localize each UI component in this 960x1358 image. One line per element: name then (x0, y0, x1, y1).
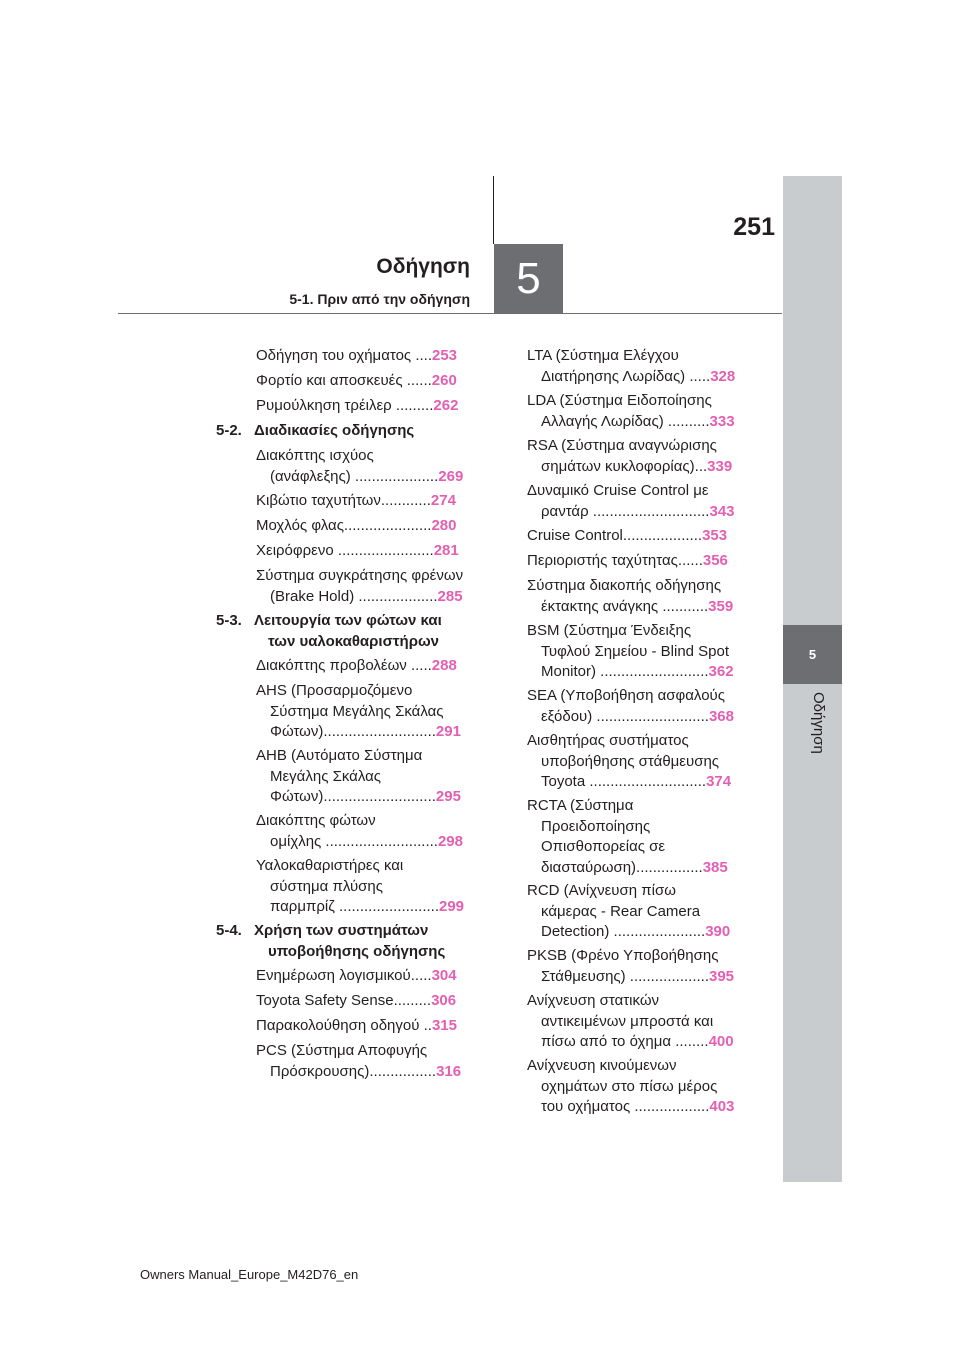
toc-section-heading (216, 921, 445, 962)
toc-entry-text: RSA (Σύστημα αναγνώρισης (527, 437, 717, 454)
toc-entry[interactable] (527, 526, 727, 547)
toc-page-link[interactable]: 281 (433, 542, 459, 559)
toc-entry[interactable] (527, 551, 728, 572)
toc-entry[interactable] (527, 946, 734, 987)
toc-entry[interactable] (256, 371, 457, 392)
toc-entry-text: Αλλαγής Λωρίδας) .......... (541, 412, 710, 430)
toc-entry-text: Toyota Safety Sense......... (256, 992, 432, 1009)
toc-entry-text: Τυφλού Σημείου - Blind Spot (541, 642, 730, 660)
toc-entry[interactable] (256, 566, 463, 607)
toc-entry-text: Στάθμευσης) ................... (541, 967, 709, 985)
toc-entry[interactable] (527, 391, 735, 432)
toc-entry[interactable] (256, 1016, 457, 1037)
toc-entry-text: κάμερας - Rear Camera (541, 902, 701, 920)
toc-page-link[interactable]: 343 (709, 502, 735, 520)
toc-page-link[interactable]: 295 (435, 788, 461, 805)
toc-entry[interactable] (527, 346, 735, 387)
toc-entry[interactable] (527, 796, 728, 878)
chapter-number-box: 5 (494, 244, 563, 313)
toc-entry[interactable] (256, 541, 459, 562)
toc-entry-text: έκτακτης ανάγκης ........... (541, 597, 709, 615)
toc-entry-text: Οδήγηση του οχήματος .... (256, 347, 432, 364)
toc-page-link[interactable]: 395 (709, 967, 735, 985)
toc-entry-text: Χειρόφρενο ....................... (256, 542, 434, 559)
toc-entry-text: Φώτων)........................... (270, 788, 436, 805)
toc-entry[interactable] (256, 1041, 461, 1082)
toc-entry-text: ραντάρ ............................ (541, 502, 710, 520)
toc-entry-text: Cruise Control................... (527, 527, 703, 544)
toc-entry-text: Οπισθοπορείας σε (541, 838, 666, 855)
toc-page-link[interactable]: 359 (708, 597, 734, 615)
header-divider-vertical (493, 176, 494, 244)
section-title-text: Διαδικασίες οδήγησης (254, 422, 415, 439)
section-title-text: Λειτουργία των φώτων και (254, 612, 442, 629)
section-title: 5-1. Πριν από την οδήγηση (289, 291, 470, 307)
toc-page-link[interactable]: 362 (708, 663, 734, 680)
toc-entry-text: Περιοριστής ταχύτητας...... (527, 552, 703, 569)
toc-entry-text: (ανάφλεξης) .................... (270, 467, 439, 485)
toc-entry[interactable] (527, 1056, 734, 1118)
toc-entry[interactable] (527, 436, 732, 477)
toc-page-link[interactable]: 390 (705, 923, 731, 940)
section-number: 5-2. (216, 422, 242, 439)
toc-entry[interactable] (256, 396, 458, 417)
toc-entry-text: AHS (Προσαρμοζόμενο (256, 682, 413, 699)
toc-page-link[interactable]: 385 (702, 858, 728, 876)
toc-entry-text: Φώτων)........................... (270, 723, 436, 740)
toc-entry-text: υποβοήθησης στάθμευσης (541, 752, 720, 770)
side-tab-label: Οδήγηση (810, 692, 827, 754)
toc-entry-text: Πρόσκρουσης)................ (270, 1062, 437, 1080)
toc-page-link[interactable]: 298 (437, 832, 463, 850)
toc-entry[interactable] (256, 811, 463, 852)
toc-page-link[interactable]: 374 (706, 773, 732, 790)
toc-entry-text: Κιβώτιο ταχυτήτων............ (256, 492, 431, 509)
toc-entry[interactable] (256, 446, 463, 487)
toc-entry[interactable] (256, 491, 456, 512)
toc-entry-text: Ενημέρωση λογισμικού..... (256, 967, 432, 984)
page-number: 251 (733, 213, 775, 241)
toc-entry[interactable] (527, 621, 734, 683)
toc-entry-text: ομίχλης ........................... (270, 832, 438, 850)
toc-entry-text: Παρακολούθηση οδηγού .. (256, 1017, 432, 1034)
toc-section-heading (216, 611, 442, 652)
toc-page-link[interactable]: 288 (431, 657, 457, 674)
toc-entry-text: Ανίχνευση κινούμενων (527, 1057, 677, 1074)
footer-manual-id: Owners Manual_Europe_M42D76_en (140, 1267, 359, 1282)
toc-page-link[interactable]: 316 (436, 1062, 462, 1080)
toc-entry[interactable] (256, 991, 456, 1012)
toc-entry-text: του οχήματος .................. (541, 1098, 710, 1115)
section-title-text: των υαλοκαθαριστήρων (268, 632, 440, 650)
toc-entry-text: Αισθητήρας συστήματος (527, 732, 689, 749)
toc-page-link[interactable]: 262 (433, 397, 459, 414)
toc-page-link[interactable]: 285 (437, 587, 463, 605)
toc-entry[interactable] (527, 686, 734, 727)
toc-page-link[interactable]: 253 (432, 347, 458, 364)
toc-entry[interactable] (256, 966, 457, 987)
toc-page-link[interactable]: 333 (709, 412, 735, 430)
toc-entry-text: BSM (Σύστημα Ένδειξης (527, 622, 692, 639)
toc-entry-text: Διακόπτης προβολέων ..... (256, 657, 432, 674)
toc-page-link[interactable]: 280 (431, 517, 457, 534)
toc-page-link[interactable]: 299 (439, 898, 465, 915)
toc-entry-text: πίσω από το όχημα ........ (541, 1033, 709, 1050)
toc-entry-text: RCD (Ανίχνευση πίσω (527, 882, 676, 899)
toc-page-link[interactable]: 306 (431, 992, 457, 1009)
toc-entry-text: SEA (Υποβοήθηση ασφαλούς (527, 687, 725, 704)
section-title-text: Χρήση των συστημάτων (254, 922, 429, 939)
toc-entry[interactable] (527, 576, 733, 617)
toc-entry[interactable] (256, 516, 456, 537)
toc-page-link[interactable]: 353 (702, 527, 728, 544)
toc-page-link[interactable]: 315 (431, 1017, 457, 1034)
toc-page-link[interactable]: 400 (708, 1033, 734, 1050)
toc-entry[interactable] (256, 856, 464, 918)
toc-page-link[interactable]: 274 (430, 492, 456, 509)
toc-entry-text: AHB (Αυτόματο Σύστημα (256, 747, 423, 764)
toc-entry[interactable] (256, 656, 457, 677)
toc-entry-text: Ρυμούλκηση τρέιλερ ......... (256, 397, 434, 414)
section-number: 5-4. (216, 922, 242, 939)
toc-page-link[interactable]: 260 (431, 372, 457, 389)
toc-entry-text: Δυναμικό Cruise Control με (527, 482, 709, 499)
toc-entry-text: σύστημα πλύσης (270, 877, 383, 895)
toc-entry[interactable] (256, 746, 461, 808)
toc-page-link[interactable]: 356 (702, 552, 728, 569)
toc-entry-text: παρμπρίζ ........................ (270, 898, 439, 915)
side-tab-chapter-number[interactable]: 5 (783, 625, 842, 684)
toc-entry[interactable] (256, 346, 457, 367)
toc-entry[interactable] (527, 481, 735, 522)
toc-entry-text: Monitor) .......................... (541, 663, 709, 680)
toc-entry-text: Ανίχνευση στατικών (527, 992, 660, 1009)
toc-entry-text: αντικειμένων μπροστά και (541, 1012, 714, 1030)
toc-entry-text: Φορτίο και αποσκευές ...... (256, 372, 432, 389)
toc-page-link[interactable]: 269 (438, 467, 464, 485)
toc-entry-text: Σύστημα Μεγάλης Σκάλας (270, 702, 444, 720)
toc-entry-text: (Brake Hold) ................... (270, 587, 438, 605)
toc-entry-text: PKSB (Φρένο Υποβοήθησης (527, 947, 719, 964)
toc-page-link[interactable]: 339 (707, 457, 733, 475)
toc-entry-text: Σύστημα συγκράτησης φρένων (256, 567, 464, 584)
toc-entry-text: Μεγάλης Σκάλας (270, 767, 382, 785)
toc-entry-text: οχημάτων στο πίσω μέρος (541, 1077, 718, 1095)
toc-entry-text: Διακόπτης φώτων (256, 812, 376, 829)
header-rule (118, 313, 782, 314)
toc-page-link[interactable]: 403 (709, 1098, 735, 1115)
toc-entry-text: εξόδου) ........................... (541, 707, 709, 725)
toc-entry-text: Σύστημα διακοπής οδήγησης (527, 577, 722, 594)
toc-entry-text: Toyota ............................ (541, 773, 707, 790)
toc-page-link[interactable]: 328 (710, 367, 736, 385)
toc-entry-text: LTA (Σύστημα Ελέγχου (527, 347, 679, 364)
toc-entry-text: LDA (Σύστημα Ειδοποίησης (527, 392, 712, 409)
toc-entry[interactable] (256, 681, 461, 743)
toc-entry[interactable] (527, 991, 734, 1053)
toc-entry-text: Προειδοποίησης (541, 817, 651, 835)
toc-entry[interactable] (527, 731, 731, 793)
section-title-text: υποβοήθησης οδήγησης (268, 942, 446, 960)
toc-entry-text: PCS (Σύστημα Αποφυγής (256, 1042, 428, 1059)
toc-entry-text: διασταύρωση)................ (541, 858, 703, 876)
toc-entry-text: Διακόπτης ισχύος (256, 447, 374, 464)
toc-entry-text: RCTA (Σύστημα (527, 797, 634, 814)
toc-entry-text: Διατήρησης Λωρίδας) ..... (541, 367, 711, 385)
toc-entry-text: Υαλοκαθαριστήρες και (256, 857, 404, 874)
chapter-title: Οδήγηση (376, 255, 470, 278)
toc-entry-text: Μοχλός φλας..................... (256, 517, 432, 534)
toc-entry-text: Detection) ...................... (541, 923, 706, 940)
section-number: 5-3. (216, 612, 242, 629)
toc-entry-text: σημάτων κυκλοφορίας)... (541, 457, 708, 475)
toc-section-heading (216, 421, 414, 442)
toc-page-link[interactable]: 368 (708, 707, 734, 725)
toc-entry[interactable] (527, 881, 730, 943)
toc-page-link[interactable]: 291 (435, 723, 461, 740)
toc-page-link[interactable]: 304 (431, 967, 457, 984)
